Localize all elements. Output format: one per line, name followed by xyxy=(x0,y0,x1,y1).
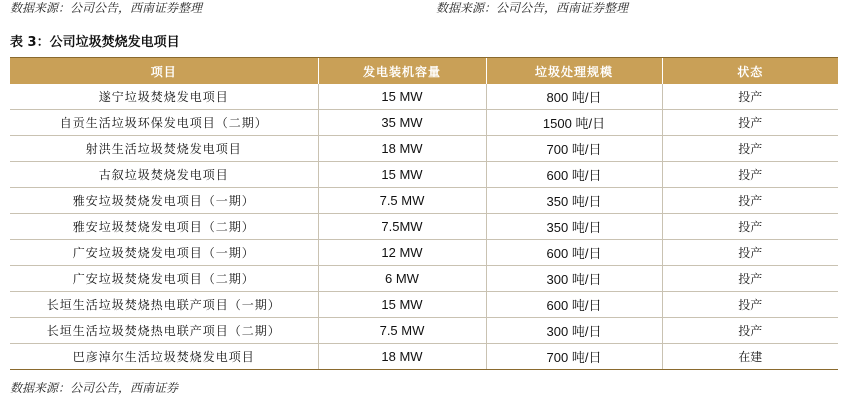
processing-scale-cell: 600 吨/日 xyxy=(486,240,662,266)
table-row xyxy=(10,136,838,162)
source-note-top-right: 数据来源：公司公告，西南证券整理 xyxy=(436,1,629,15)
status-cell: 投产 xyxy=(662,84,838,110)
project-cell: 雅安垃圾焚烧发电项目（一期） xyxy=(10,188,318,214)
capacity-cell: 7.5MW xyxy=(318,214,486,240)
table-row xyxy=(10,292,838,318)
table-row xyxy=(10,110,838,136)
processing-scale-cell: 700 吨/日 xyxy=(486,136,662,162)
project-cell: 遂宁垃圾焚烧发电项目 xyxy=(10,84,318,110)
table-row xyxy=(10,240,838,266)
processing-scale-cell: 300 吨/日 xyxy=(486,266,662,292)
project-cell: 射洪生活垃圾焚烧发电项目 xyxy=(10,136,318,162)
header-project: 项目 xyxy=(10,58,318,84)
capacity-cell: 18 MW xyxy=(318,344,486,370)
status-cell: 投产 xyxy=(662,110,838,136)
processing-scale-cell: 1500 吨/日 xyxy=(486,110,662,136)
processing-scale-cell: 600 吨/日 xyxy=(486,292,662,318)
status-cell: 投产 xyxy=(662,214,838,240)
status-cell: 投产 xyxy=(662,318,838,344)
capacity-cell: 15 MW xyxy=(318,162,486,188)
project-cell: 广安垃圾焚烧发电项目（二期） xyxy=(10,266,318,292)
table-body xyxy=(10,84,838,370)
project-cell: 长垣生活垃圾焚烧热电联产项目（二期） xyxy=(10,318,318,344)
capacity-cell: 18 MW xyxy=(318,136,486,162)
status-cell: 投产 xyxy=(662,188,838,214)
project-cell: 巴彦淖尔生活垃圾焚烧发电项目 xyxy=(10,344,318,370)
project-table-container xyxy=(10,57,838,370)
header-processing-scale: 垃圾处理规模 xyxy=(486,58,662,84)
project-cell: 自贡生活垃圾环保发电项目（二期） xyxy=(10,110,318,136)
table-row xyxy=(10,84,838,110)
project-cell: 雅安垃圾焚烧发电项目（二期） xyxy=(10,214,318,240)
processing-scale-cell: 350 吨/日 xyxy=(486,188,662,214)
table-title: 表 3：公司垃圾焚烧发电项目 xyxy=(10,35,180,50)
capacity-cell: 35 MW xyxy=(318,110,486,136)
header-status: 状态 xyxy=(662,58,838,84)
capacity-cell: 15 MW xyxy=(318,84,486,110)
status-cell: 投产 xyxy=(662,240,838,266)
source-note-top-left: 数据来源：公司公告，西南证券整理 xyxy=(10,1,203,15)
capacity-cell: 12 MW xyxy=(318,240,486,266)
processing-scale-cell: 800 吨/日 xyxy=(486,84,662,110)
table-header-row xyxy=(10,58,838,84)
processing-scale-cell: 700 吨/日 xyxy=(486,344,662,370)
processing-scale-cell: 350 吨/日 xyxy=(486,214,662,240)
project-cell: 古叙垃圾焚烧发电项目 xyxy=(10,162,318,188)
header-capacity: 发电装机容量 xyxy=(318,58,486,84)
project-table xyxy=(10,58,838,370)
processing-scale-cell: 300 吨/日 xyxy=(486,318,662,344)
project-cell: 广安垃圾焚烧发电项目（一期） xyxy=(10,240,318,266)
status-cell: 投产 xyxy=(662,136,838,162)
status-cell: 投产 xyxy=(662,266,838,292)
table-row xyxy=(10,214,838,240)
capacity-cell: 6 MW xyxy=(318,266,486,292)
source-note-bottom: 数据来源：公司公告，西南证券 xyxy=(10,381,179,395)
project-cell: 长垣生活垃圾焚烧热电联产项目（一期） xyxy=(10,292,318,318)
capacity-cell: 7.5 MW xyxy=(318,188,486,214)
table-row xyxy=(10,162,838,188)
table-row xyxy=(10,344,838,370)
table-row xyxy=(10,266,838,292)
status-cell: 投产 xyxy=(662,162,838,188)
capacity-cell: 15 MW xyxy=(318,292,486,318)
table-row xyxy=(10,188,838,214)
capacity-cell: 7.5 MW xyxy=(318,318,486,344)
status-cell: 投产 xyxy=(662,292,838,318)
table-row xyxy=(10,318,838,344)
processing-scale-cell: 600 吨/日 xyxy=(486,162,662,188)
status-cell: 在建 xyxy=(662,344,838,370)
